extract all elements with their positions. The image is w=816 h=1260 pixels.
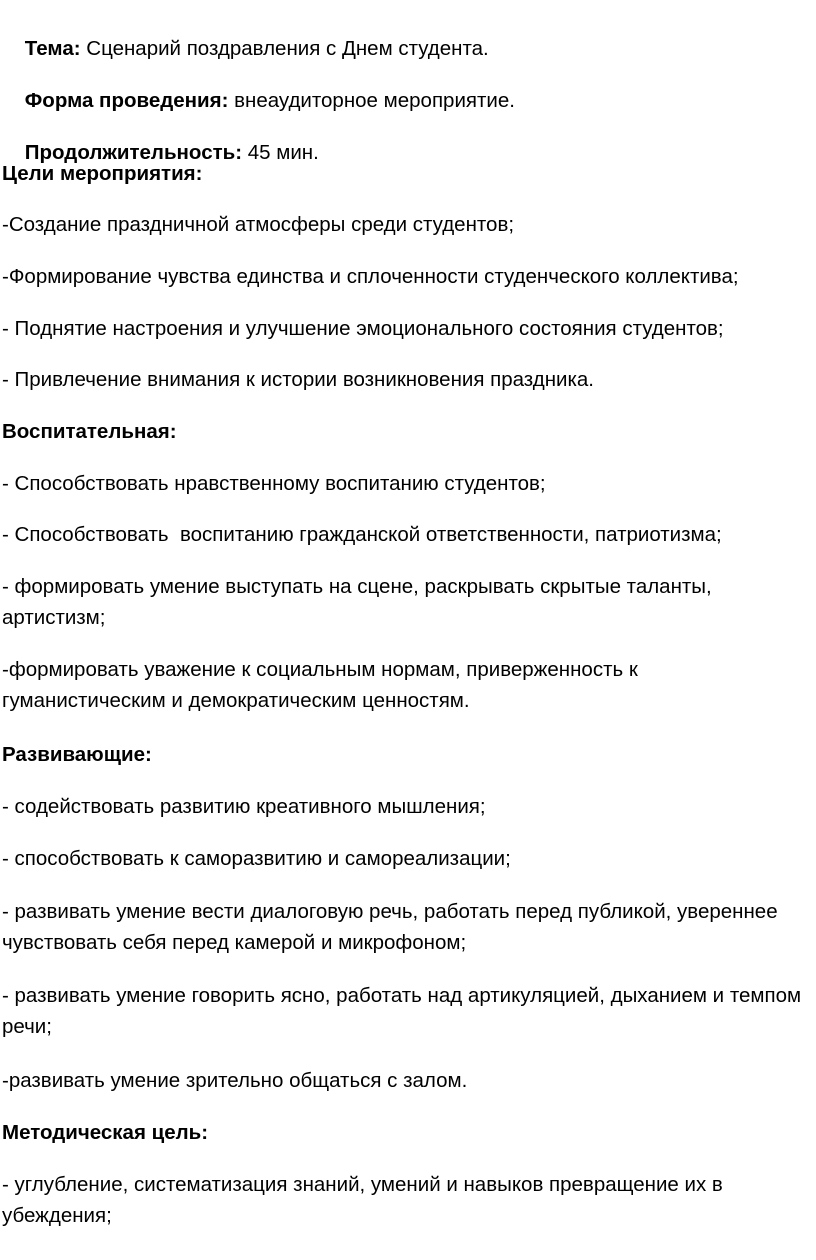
educational-heading: Воспитательная: xyxy=(2,420,177,443)
educational-item: - Способствовать нравственному воспитанию студентов; xyxy=(2,472,546,495)
developing-item: - развивать умение вести диалоговую речь, работать перед публикой, увереннее чувствовать себя перед камерой и микрофоном; xyxy=(2,900,784,954)
topic-label: Тема: xyxy=(24,37,81,60)
educational-item: - Способствовать воспитанию гражданской ответственности, патриотизма; xyxy=(2,523,722,546)
duration-label: Продолжительность: xyxy=(24,141,243,164)
developing-item: - развивать умение говорить ясно, работать над артикуляцией, дыханием и темпом речи; xyxy=(2,984,807,1038)
form-label: Форма проведения: xyxy=(24,89,229,112)
developing-heading: Развивающие: xyxy=(2,743,152,766)
goals-heading: Цели мероприятия: xyxy=(2,162,203,185)
goal-item: - Поднятие настроения и улучшение эмоционального состояния студентов; xyxy=(2,317,724,340)
educational-item: - формировать умение выступать на сцене, раскрывать скрытые таланты, артистизм; xyxy=(2,575,718,629)
duration-value: 45 мин. xyxy=(242,141,319,164)
methodical-item: - углубление, систематизация знаний, умений и навыков превращение их в убеждения; xyxy=(2,1173,729,1227)
developing-item: - способствовать к саморазвитию и самореализации; xyxy=(2,847,511,870)
goal-item: -Создание праздничной атмосферы среди студентов; xyxy=(2,213,515,236)
developing-item: - содействовать развитию креативного мышления; xyxy=(2,795,486,818)
developing-item: -развивать умение зрительно общаться с залом. xyxy=(2,1069,468,1092)
form-value: внеаудиторное мероприятие. xyxy=(228,89,515,112)
educational-item: -формировать уважение к социальным нормам, приверженность к гуманистическим и демократическим ценностям. xyxy=(2,658,644,712)
methodical-heading: Методическая цель: xyxy=(2,1121,209,1144)
goal-item: -Формирование чувства единства и сплоченности студенческого коллектива; xyxy=(2,265,739,288)
goal-item: - Привлечение внимания к истории возникновения праздника. xyxy=(2,368,595,391)
topic-value: Сценарий поздравления с Днем студента. xyxy=(80,37,489,60)
